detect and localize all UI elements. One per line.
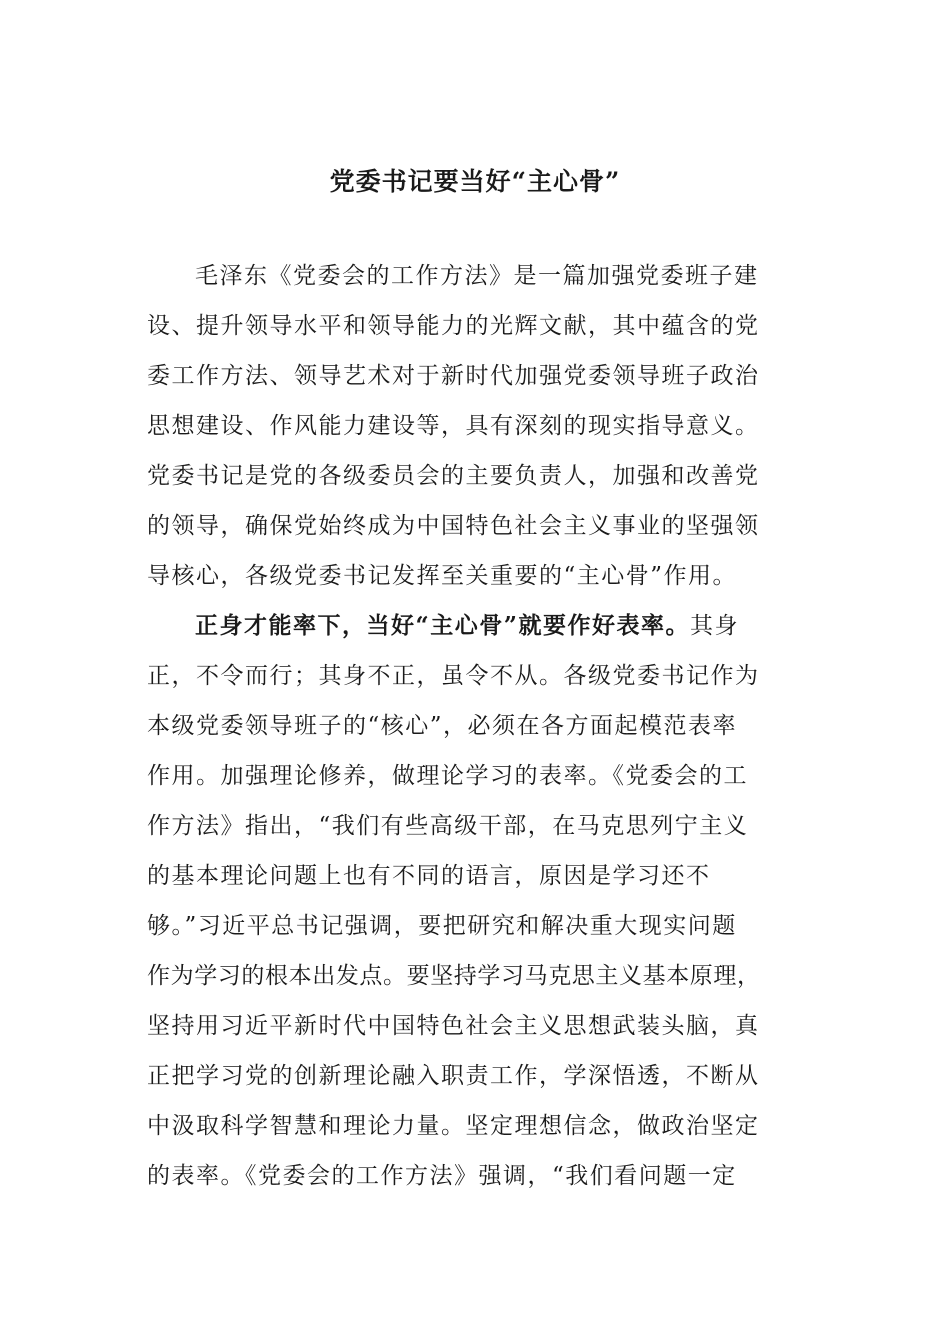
body-line: 党委书记是党的各级委员会的主要负责人，加强和改善党 bbox=[147, 463, 760, 489]
body-line: 作方法》指出，“我们有些高级干部，在马克思列宁主义 bbox=[147, 813, 749, 839]
body-line: 设、提升领导水平和领导能力的光辉文献，其中蕴含的党 bbox=[147, 313, 760, 339]
body-line: 正把学习党的创新理论融入职责工作，学深悟透，不断从 bbox=[147, 1063, 760, 1089]
body-line: 毛泽东《党委会的工作方法》是一篇加强党委班子建 bbox=[195, 263, 759, 289]
document-title: 党委书记要当好“主心骨” bbox=[329, 167, 621, 196]
section-heading-continuation: 其身 bbox=[689, 613, 739, 639]
body-line: 的领导，确保党始终成为中国特色社会主义事业的坚强领 bbox=[147, 513, 760, 539]
body-line: 的表率。《党委会的工作方法》强调，“我们看问题一定 bbox=[147, 1163, 737, 1189]
body-line: 坚持用习近平新时代中国特色社会主义思想武装头脑，真 bbox=[147, 1013, 760, 1039]
body-line: 本级党委领导班子的“核心”，必须在各方面起模范表率 bbox=[147, 713, 738, 739]
body-line: 中汲取科学智慧和理论力量。坚定理想信念，做政治坚定 bbox=[147, 1113, 760, 1139]
body-line: 作用。加强理论修养，做理论学习的表率。《党委会的工 bbox=[147, 763, 748, 789]
section-heading: 正身才能率下，当好“主心骨”就要作好表率。 bbox=[195, 612, 690, 639]
body-line bbox=[195, 608, 739, 644]
body-line: 正，不令而行；其身不正，虽令不从。各级党委书记作为 bbox=[147, 663, 760, 689]
body-line: 作为学习的根本出发点。要坚持学习马克思主义基本原理， bbox=[147, 963, 761, 989]
body-line: 委工作方法、领导艺术对于新时代加强党委领导班子政治 bbox=[147, 363, 760, 389]
body-line: 思想建设、作风能力建设等，具有深刻的现实指导意义。 bbox=[147, 413, 760, 439]
body-line: 的基本理论问题上也有不同的语言，原因是学习还不 bbox=[147, 863, 711, 889]
body-line: 导核心，各级党委书记发挥至关重要的“主心骨”作用。 bbox=[147, 563, 738, 589]
body-line: 够。”习近平总书记强调，要把研究和解决重大现实问题 bbox=[147, 913, 737, 939]
